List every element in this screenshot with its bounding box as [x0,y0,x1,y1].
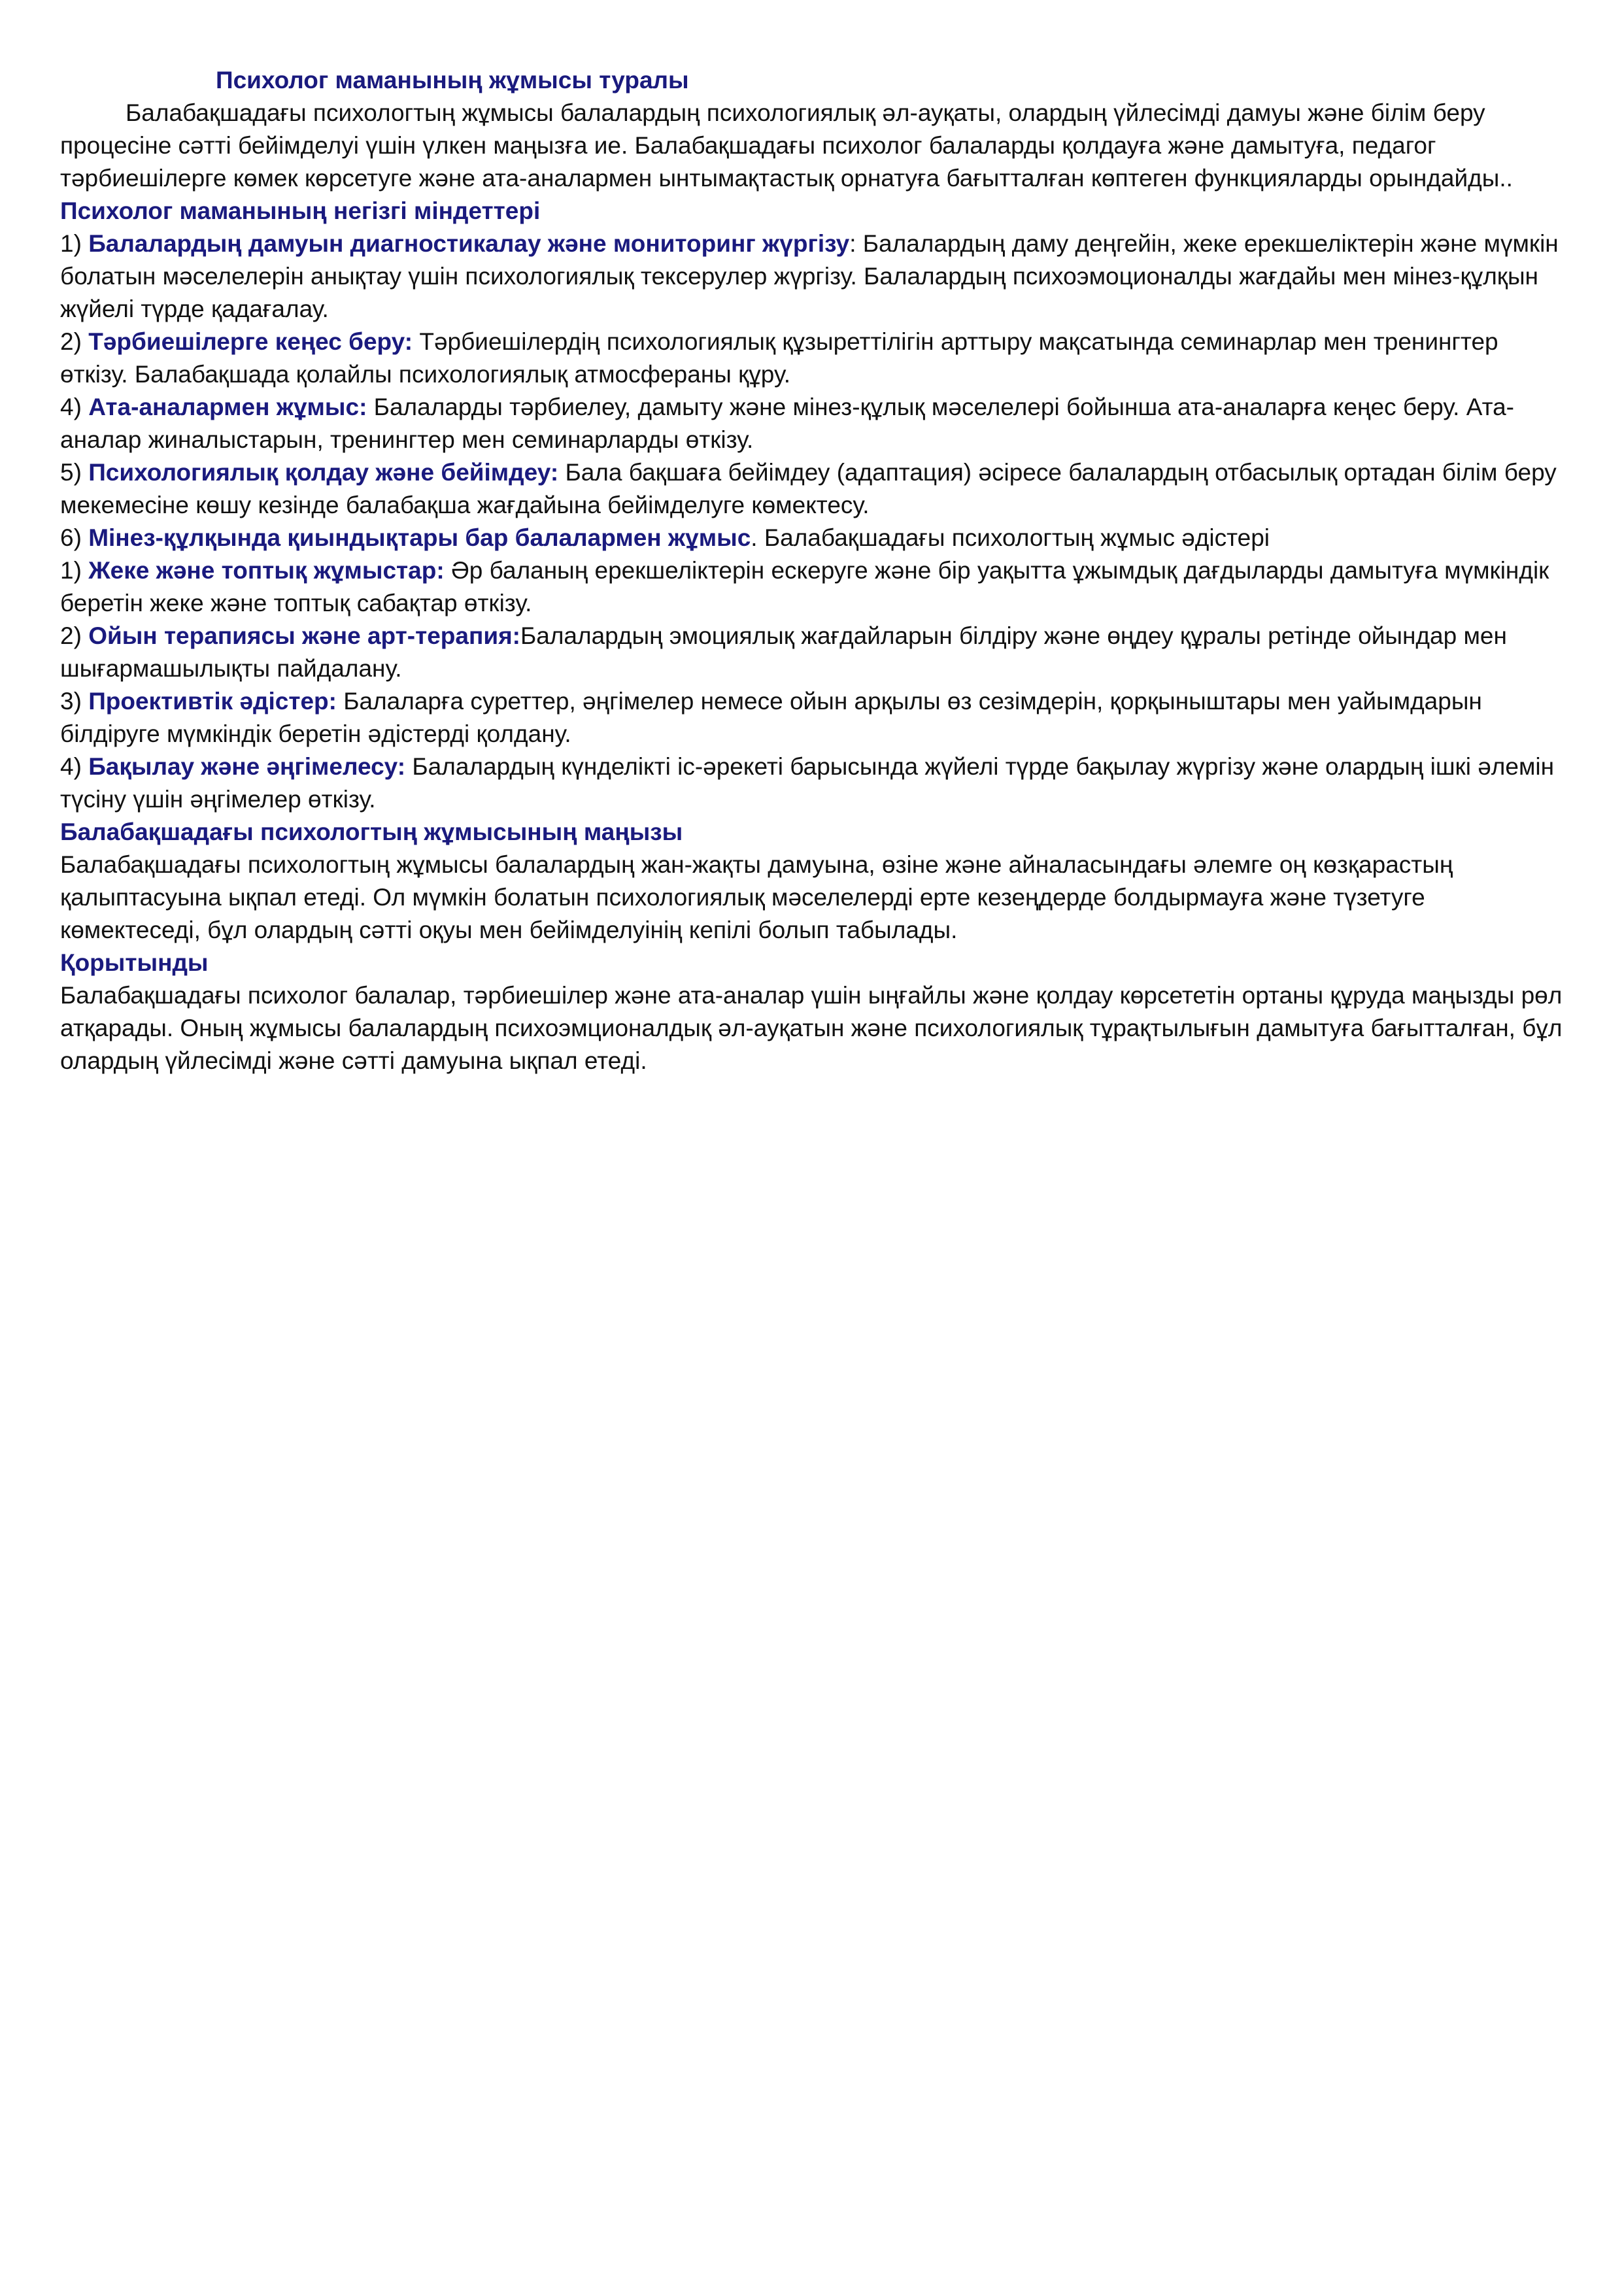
method-item [60,751,1564,816]
duty-item [60,228,1564,326]
method-number: 4) [60,753,89,780]
conclusion-heading: Қорытынды [60,949,209,976]
conclusion-paragraph: Балабақшадағы психолог балалар, тәрбиешілер және ата-аналар үшін ыңғайлы және қолдау көрсететін ортаны құруда маңызды рөл атқарады. Оның жұмысы балалардың психоэмционалдық әл-ауқатын және психологиялық тұрақтылығын дамытуға бағытталған, бұл олардың үйлесімді және сәтті дамуына ықпал етеді. [60,982,1563,1074]
document-title: Психолог маманының жұмысы туралы [216,67,689,93]
duty-item [60,391,1564,456]
method-item [60,620,1564,685]
method-term: Бақылау және әңгімелесу: [88,753,406,780]
duty-text: Балаларды тәрбиелеу, дамыту және мінез-құлық мәселелері бойынша ата-аналарға кеңес беру. Ата-аналар жиналыстарын, тренингтер мен семинарларды өткізу. [60,394,1514,453]
duty-item [60,326,1564,391]
method-term: Ойын терапиясы және арт-терапия: [88,622,520,649]
method-text: Балаларға суреттер, әңгімелер немесе ойын арқылы өз сезімдерін, қорқыныштары мен уайымдарын білдіруге мүмкіндік беретін әдістерді қолдану. [60,688,1482,747]
duty-item [60,522,1564,554]
method-term: Проективтік әдістер: [88,688,337,715]
duty-number: 4) [60,394,89,420]
method-text: Балалардың эмоциялық жағдайларын білдіру және өңдеу құралы ретінде ойындар мен шығармашылықты пайдалану. [60,622,1507,682]
duties-heading: Психолог маманының негізгі міндеттері [60,197,541,224]
duty-term: Ата-аналармен жұмыс: [88,394,367,420]
duty-text: Тәрбиешілердің психологиялық құзыреттілігін арттыру мақсатында семинарлар мен тренингтер өткізу. Балабақшада қолайлы психологиялық атмосфераны құру. [60,328,1498,388]
method-item [60,685,1564,751]
duty-text: : Балалардың даму деңгейін, жеке ерекшеліктерін және мүмкін болатын мәселелерін анықтау үшін психологиялық тексерулер жүргізу. Балалардың психоэмоционалды жағдайы мен мінез-құлқын жүйелі түрде қадағалау. [60,230,1559,322]
duty-number: 6) [60,524,89,551]
importance-paragraph: Балабақшадағы психологтың жұмысы балалардың жан-жақты дамуына, өзіне және айналасындағы әлемге оң көзқарастың қалыптасуына ықпал етеді. Ол мүмкін болатын психологиялық мәселелерді ерте кезеңдерде болдырмауға және түзетуге көмектеседі, бұл олардың сәтті оқуы мен бейімделуінің кепілі болып табылады. [60,851,1453,943]
method-number: 2) [60,622,89,649]
duty-term: Мінез-құлқында қиындықтары бар балалармен жұмыс [88,524,751,551]
duty-text: Бала бақшаға бейімдеу (адаптация) әсіресе балалардың отбасылық ортадан білім беру мекемесіне көшу кезінде балабақша жағдайына бейімделуге көмектесу. [60,459,1557,518]
method-item [60,554,1564,620]
duty-number: 1) [60,230,89,257]
importance-heading: Балабақшадағы психологтың жұмысының маңызы [60,818,683,845]
method-term: Жеке және топтық жұмыстар: [88,557,445,584]
duty-term: Балалардың дамуын диагностикалау және мониторинг жүргізу [88,230,850,257]
duty-item [60,456,1564,522]
duty-number: 5) [60,459,89,486]
duty-term: Психологиялық қолдау және бейімдеу: [88,459,559,486]
duty-text: . Балабақшадағы психологтың жұмыс әдістері [751,524,1270,551]
intro-paragraph: Балабақшадағы психологтың жұмысы балалардың психологиялық әл-ауқаты, олардың үйлесімді дамуы және білім беру процесіне сәтті бейімделуі үшін үлкен маңызға ие. Балабақшадағы психолог балаларды қолдауға және дамытуға, педагог тәрбиешілерге көмек көрсетуге және ата-аналармен ынтымақтастық орнатуға бағытталған көптеген функцияларды орындайды.. [60,99,1513,192]
duty-number: 2) [60,328,89,355]
method-text: Әр баланың ерекшеліктерін ескеруге және бір уақытта ұжымдық дағдыларды дамытуға мүмкіндік беретін жеке және топтық сабақтар өткізу. [60,557,1549,616]
method-number: 3) [60,688,89,715]
method-number: 1) [60,557,89,584]
method-text: Балалардың күнделікті іс-әрекеті барысында жүйелі түрде бақылау жүргізу және олардың ішкі әлемін түсіну үшін әңгімелер өткізу. [60,753,1555,813]
document-page [60,64,1564,1077]
duty-term: Тәрбиешілерге кеңес беру: [88,328,413,355]
